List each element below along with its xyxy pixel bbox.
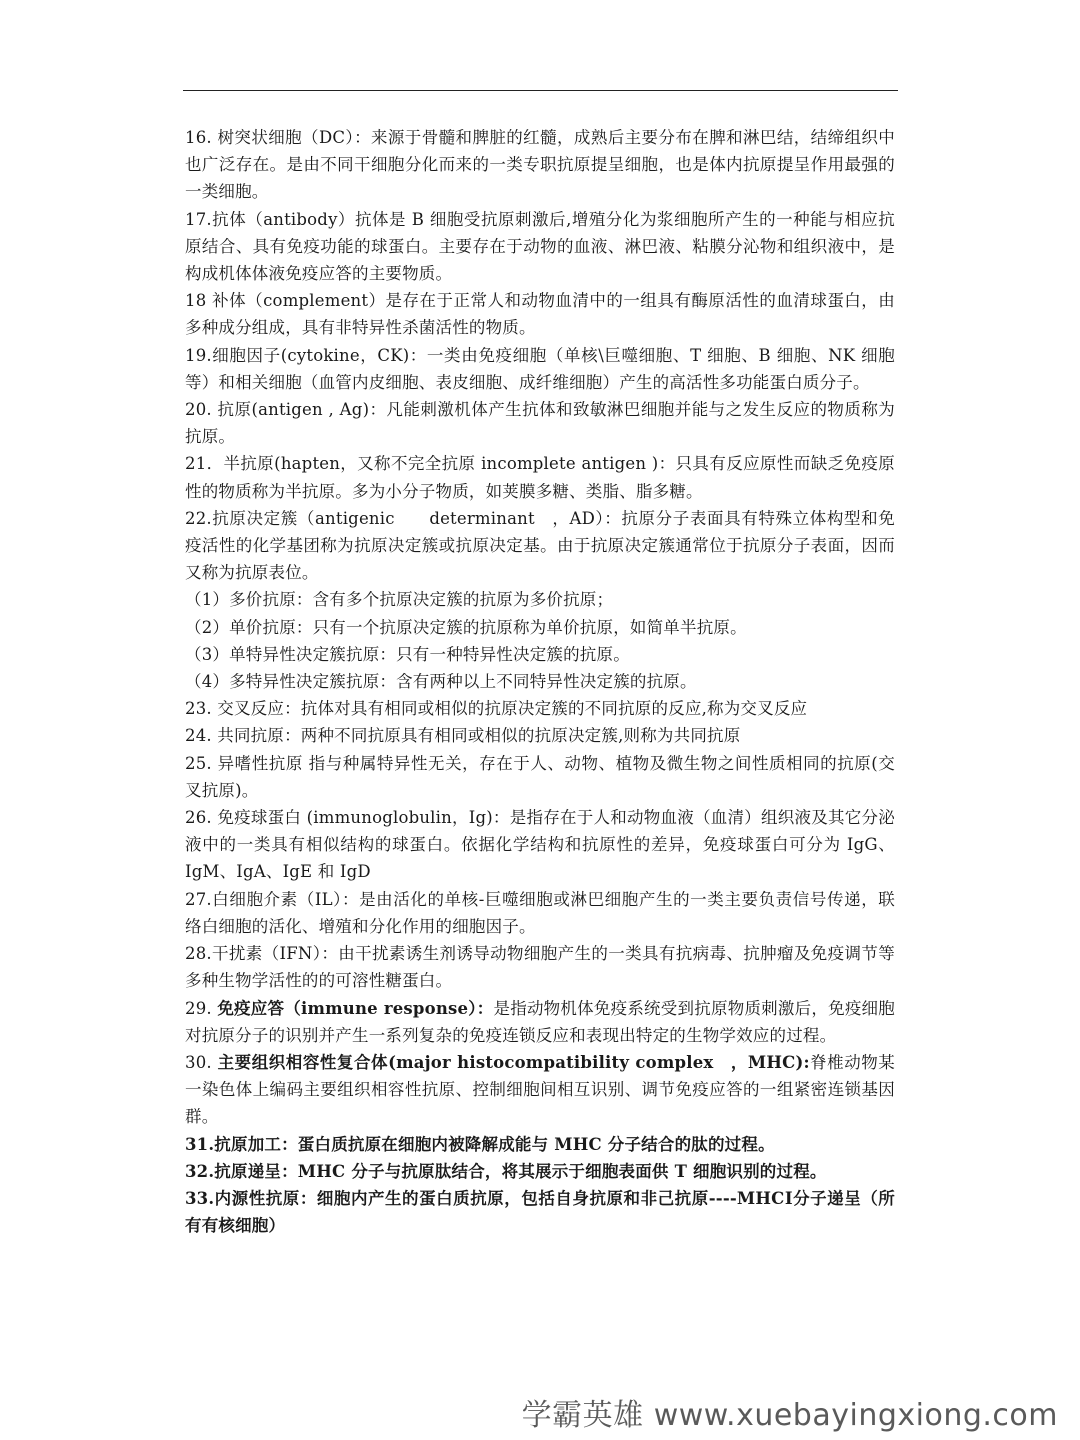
paragraph-17: 17.抗体（antibody）抗体是 B 细胞受抗原刺激后,增殖分化为浆细胞所产生的一种能与相应抗原结合、具有免疫功能的球蛋白。主要存在于动物的血液、淋巴液、粘膜分沁物和组织液中，是构成机体体液免疫应答的主要物质。 — [185, 209, 895, 284]
paragraph-23: 23. 交叉反应：抗体对具有相同或相似的抗原决定簇的不同抗原的反应,称为交叉反应 — [185, 699, 808, 719]
paragraph-18: 18 补体（complement）是存在于正常人和动物血清中的一组具有酶原活性的血清球蛋白，由多种成分组成，具有非特异性杀菌活性的物质。 — [185, 291, 895, 338]
paragraph-21: 21．半抗原(hapten，又称不完全抗原 incomplete antigen )：只具有反应原性而缺乏免疫原性的物质称为半抗原。多为小分子物质，如荚膜多糖、类脂、脂多糖。 — [185, 454, 895, 501]
paragraph-29-number: 29. — [185, 998, 218, 1018]
paragraph-29-term: 免疫应答（immune response）： — [217, 998, 494, 1018]
paragraph-16: 16. 树突状细胞（DC）：来源于骨髓和脾脏的红髓，成熟后主要分布在脾和淋巴结，结缔组织中也广泛存在。是由不同干细胞分化而来的一类专职抗原提呈细胞，也是体内抗原提呈作用最强的一类细胞。 — [185, 128, 895, 202]
paragraph-29 — [185, 995, 895, 1049]
paragraph-30-definition: 脊椎动物某一染色体上编码主要组织相容性抗原、控制细胞间相互识别、调节免疫应答的一组紧密连锁基因群。 — [185, 1052, 896, 1127]
header-rule — [183, 90, 898, 91]
paragraph-26: 26. 免疫球蛋白 (immunoglobulin，Ig)：是指存在于人和动物血液（血清）组织液及其它分泌液中的一类具有相似结构的球蛋白。依据化学结构和抗原性的差异，免疫球蛋白可分为 IgG、IgM、IgA、IgE 和 IgD — [185, 808, 895, 882]
paragraph-24: 24. 共同抗原：两种不同抗原具有相同或相似的抗原决定簇,则称为共同抗原 — [185, 726, 741, 746]
paragraph-25: 25. 异嗜性抗原 指与种属特异性无关，存在于人、动物、植物及微生物之间性质相同的抗原(交叉抗原)。 — [185, 753, 895, 800]
paragraph-19: 19.细胞因子(cytokine，CK)：一类由免疫细胞（单核\巨噬细胞、T 细胞、B 细胞、NK 细胞等）和相关细胞（血管内皮细胞、表皮细胞、成纤维细胞）产生的高活性多功能蛋白质分子。 — [185, 345, 895, 392]
paragraph-22-item-4: （4）多特异性决定簇抗原：含有两种以上不同特异性决定簇的抗原。 — [185, 672, 697, 692]
paragraph-20: 20. 抗原(antigen , Ag)：凡能刺激机体产生抗体和致敏淋巴细胞并能与之发生反应的物质称为抗原。 — [185, 400, 895, 447]
paragraph-30-term: 主要组织相容性复合体(major histocompatibility complex ，MHC): — [217, 1052, 810, 1072]
paragraph-22-item-3: （3）单特异性决定簇抗原：只有一种特异性决定簇的抗原。 — [185, 644, 630, 664]
paragraph-31: 31.抗原加工：蛋白质抗原在细胞内被降解成能与 MHC 分子结合的肽的过程。 — [185, 1134, 775, 1154]
paragraph-29-definition: 是指动物机体免疫系统受到抗原物质刺激后，免疫细胞对抗原分子的识别并产生一系列复杂的免疫连锁反应和表现出特定的生物学效应的过程。 — [185, 998, 895, 1045]
document-body — [185, 124, 895, 1239]
paragraph-27: 27.白细胞介素（IL）：是由活化的单核-巨噬细胞或淋巴细胞产生的一类主要负责信号传递，联络白细胞的活化、增殖和分化作用的细胞因子。 — [185, 889, 895, 936]
paragraph-33: 33.内源性抗原：细胞内产生的蛋白质抗原，包括自身抗原和非己抗原----MHCⅠ分子递呈（所有有核细胞） — [185, 1188, 895, 1236]
paragraph-28: 28.干扰素（IFN）：由干扰素诱生剂诱导动物细胞产生的一类具有抗病毒、抗肿瘤及免疫调节等多种生物学活性的的可溶性糖蛋白。 — [185, 944, 895, 991]
paragraph-22-item-1: （1）多价抗原：含有多个抗原决定簇的抗原为多价抗原； — [185, 590, 614, 610]
paragraph-30-number: 30. — [185, 1052, 218, 1072]
paragraph-22: 22.抗原决定簇（antigenic determinant ，AD）：抗原分子表面具有特殊立体构型和免疫活性的化学基团称为抗原决定簇或抗原决定基。由于抗原决定簇通常位于抗原分子表面，因而又称为抗原表位。 — [185, 508, 895, 583]
watermark: 学霸英雄 www.xuebayingxiong.com — [521, 1398, 1058, 1433]
paragraph-22-item-2: （2）单价抗原：只有一个抗原决定簇的抗原称为单价抗原，如简单半抗原。 — [185, 617, 747, 637]
paragraph-32: 32.抗原递呈：MHC 分子与抗原肽结合，将其展示于细胞表面供 T 细胞识别的过程。 — [185, 1161, 827, 1181]
paragraph-30 — [185, 1049, 895, 1131]
